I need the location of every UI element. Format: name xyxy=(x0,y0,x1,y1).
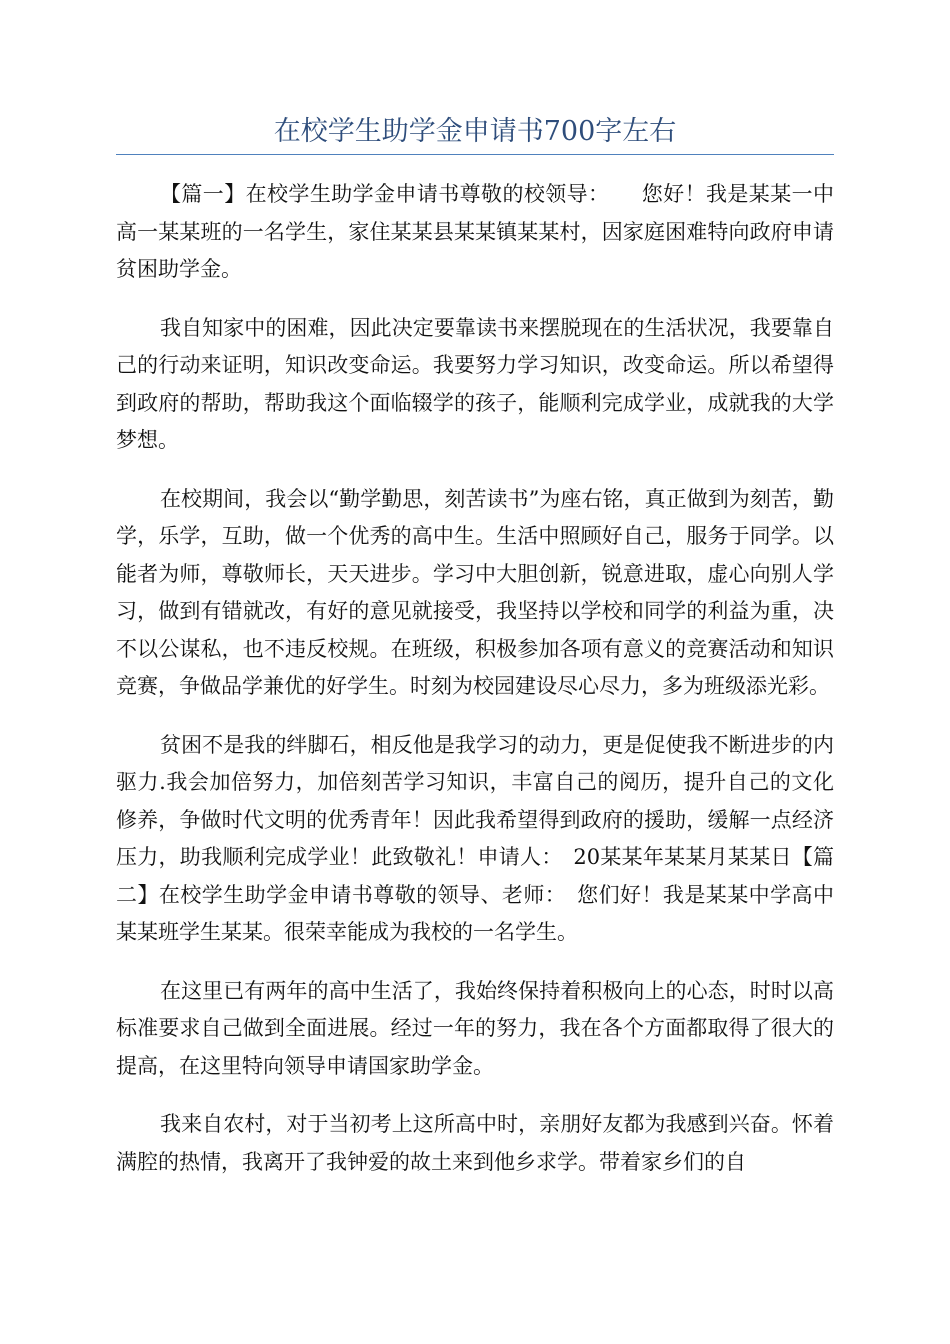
paragraph-6: 我来自农村，对于当初考上这所高中时，亲朋好友都为我感到兴奋。怀着满腔的热情，我离开了我钟爱的故土来到他乡求学。带着家乡们的自 xyxy=(116,1112,834,1174)
paragraph-1: 【篇一】在校学生助学金申请书尊敬的校领导： 您好！我是某某一中高一某某班的一名学生，家住某某县某某镇某某村，因家庭困难特向政府申请贫困助学金。 xyxy=(116,182,834,281)
title-underline xyxy=(116,154,834,155)
paragraph-5: 在这里已有两年的高中生活了，我始终保持着积极向上的心态，时时以高标准要求自己做到全面进展。经过一年的努力，我在各个方面都取得了很大的提高，在这里特向领导申请国家助学金。 xyxy=(116,978,834,1078)
document-title: 在校学生助学金申请书700字左右 xyxy=(273,116,677,147)
document-body xyxy=(116,176,834,1202)
paragraph-2: 我自知家中的困难，因此决定要靠读书来摆脱现在的生活状况，我要靠自己的行动来证明，知识改变命运。我要努力学习知识，改变命运。所以希望得到政府的帮助，帮助我这个面临辍学的孩子，能顺利完成学业，成就我的大学梦想。 xyxy=(116,315,834,452)
paragraph-4: 贫困不是我的绊脚石，相反他是我学习的动力，更是促使我不断进步的内驱力.我会加倍努力，加倍刻苦学习知识，丰富自己的阅历，提升自己的文化修养，争做时代文明的优秀青年！因此我希望得到政府的援助，缓解一点经济压力，助我顺利完成学业！此致敬礼！申请人： 20某某年某某月某某日【篇二】在校学生助学金申请书尊敬的领导、老师： 您们好！我是某某中学高中某某班学生某某。很荣幸能成为我校的一名学生。 xyxy=(116,732,834,944)
paragraph-3: 在校期间，我会以“勤学勤思，刻苦读书”为座右铭，真正做到为刻苦，勤学，乐学，互助，做一个优秀的高中生。生活中照顾好自己，服务于同学。以能者为师，尊敬师长，天天进步。学习中大胆创新，锐意进取，虚心向别人学习，做到有错就改，有好的意见就接受，我坚持以学校和同学的利益为重，决不以公谋私，也不违反校规。在班级，积极参加各项有意义的竞赛活动和知识竞赛，争做品学兼优的好学生。时刻为校园建设尽心尽力，多为班级添光彩。 xyxy=(116,486,834,698)
